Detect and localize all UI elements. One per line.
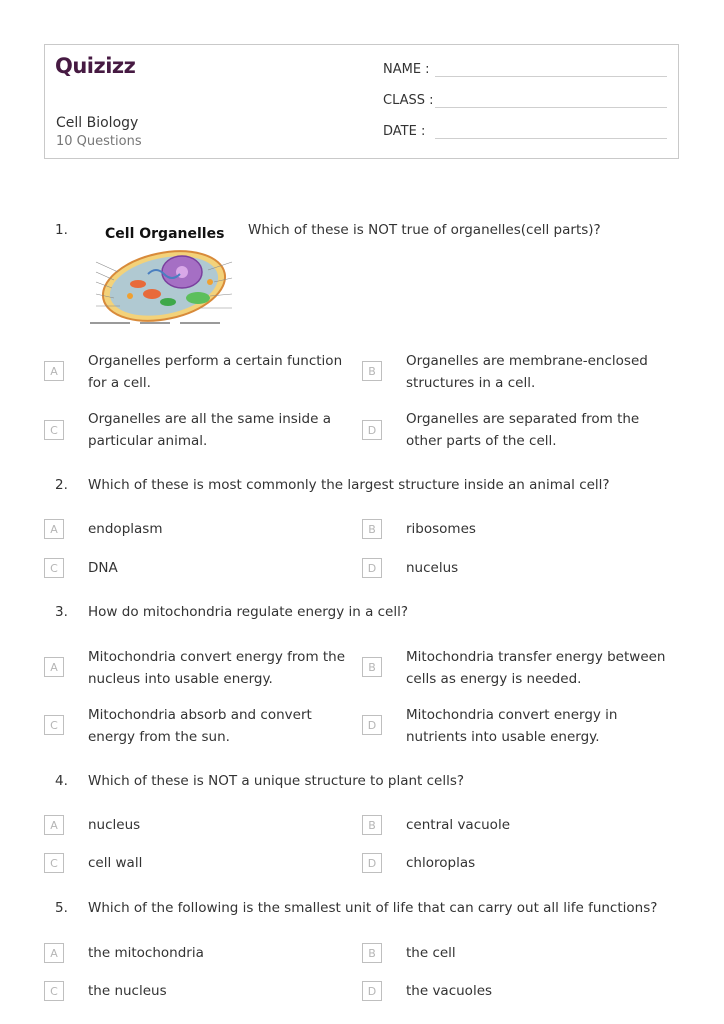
option-text: the vacuoles bbox=[406, 983, 493, 999]
option-box[interactable]: A bbox=[44, 657, 64, 677]
option-text: DNA bbox=[88, 560, 118, 576]
option-box[interactable]: D bbox=[362, 420, 382, 440]
name-label: NAME : bbox=[383, 62, 430, 77]
option-box[interactable]: B bbox=[362, 815, 382, 835]
question-number: 4. bbox=[55, 773, 68, 789]
option-box[interactable]: C bbox=[44, 715, 64, 735]
option-text: nucelus bbox=[406, 560, 459, 576]
class-field bbox=[383, 93, 667, 108]
option-text: Organelles are membrane-enclosed structures in a cell. bbox=[406, 353, 648, 391]
option-text: Organelles perform a certain function for a cell. bbox=[88, 353, 343, 391]
option-text: cell wall bbox=[88, 855, 143, 871]
option-box[interactable]: D bbox=[362, 853, 382, 873]
option-box[interactable]: B bbox=[362, 657, 382, 677]
option-box[interactable]: C bbox=[44, 420, 64, 440]
option-text: Mitochondria convert energy in nutrients into usable energy. bbox=[406, 707, 618, 745]
cell-diagram-icon bbox=[90, 222, 238, 330]
option-text: Mitochondria convert energy from the nucleus into usable energy. bbox=[88, 649, 346, 687]
name-line bbox=[435, 62, 667, 77]
option-box[interactable]: B bbox=[362, 361, 382, 381]
class-line bbox=[435, 93, 667, 108]
date-line bbox=[435, 124, 667, 139]
cell-organelles-figure bbox=[90, 222, 238, 330]
question-number: 2. bbox=[55, 477, 68, 493]
option-box[interactable]: C bbox=[44, 981, 64, 1001]
option-text: the nucleus bbox=[88, 983, 167, 999]
question-text: Which of these is NOT a unique structure to plant cells? bbox=[88, 773, 465, 789]
question-count: 10 Questions bbox=[56, 134, 142, 149]
option-box[interactable]: A bbox=[44, 361, 64, 381]
option-text: chloroplas bbox=[406, 855, 476, 871]
worksheet-title: Cell Biology bbox=[56, 115, 139, 131]
option-text: endoplasm bbox=[88, 521, 163, 537]
option-text: the mitochondria bbox=[88, 945, 204, 961]
date-label: DATE : bbox=[383, 124, 426, 139]
question-text: Which of these is most commonly the largest structure inside an animal cell? bbox=[88, 477, 610, 493]
option-box[interactable]: D bbox=[362, 981, 382, 1001]
question-number: 1. bbox=[55, 222, 68, 238]
option-box[interactable]: C bbox=[44, 853, 64, 873]
question-text: Which of these is NOT true of organelles(cell parts)? bbox=[248, 222, 601, 238]
name-field bbox=[383, 62, 667, 77]
question-number: 5. bbox=[55, 900, 68, 916]
option-box[interactable]: C bbox=[44, 558, 64, 578]
option-text: nucleus bbox=[88, 817, 141, 833]
question-text: Which of the following is the smallest unit of life that can carry out all life functions? bbox=[88, 900, 658, 916]
class-label: CLASS : bbox=[383, 93, 434, 108]
option-text: central vacuole bbox=[406, 817, 510, 833]
option-box[interactable]: A bbox=[44, 519, 64, 539]
option-box[interactable]: A bbox=[44, 815, 64, 835]
option-text: Organelles are all the same inside a particular animal. bbox=[88, 411, 331, 449]
question-text: How do mitochondria regulate energy in a cell? bbox=[88, 604, 409, 620]
figure-title: Cell Organelles bbox=[105, 226, 225, 242]
option-box[interactable]: D bbox=[362, 715, 382, 735]
option-box[interactable]: D bbox=[362, 558, 382, 578]
option-text: the cell bbox=[406, 945, 456, 961]
option-box[interactable]: A bbox=[44, 943, 64, 963]
option-text: Organelles are separated from the other parts of the cell. bbox=[406, 411, 640, 449]
date-field bbox=[383, 124, 667, 139]
option-text: Mitochondria transfer energy between cells as energy is needed. bbox=[406, 649, 666, 687]
question-number: 3. bbox=[55, 604, 68, 620]
quizizz-logo: Quizizz bbox=[55, 54, 136, 78]
option-text: Mitochondria absorb and convert energy from the sun. bbox=[88, 707, 312, 745]
option-box[interactable]: B bbox=[362, 943, 382, 963]
worksheet-header bbox=[44, 44, 679, 159]
option-text: ribosomes bbox=[406, 521, 476, 537]
option-box[interactable]: B bbox=[362, 519, 382, 539]
